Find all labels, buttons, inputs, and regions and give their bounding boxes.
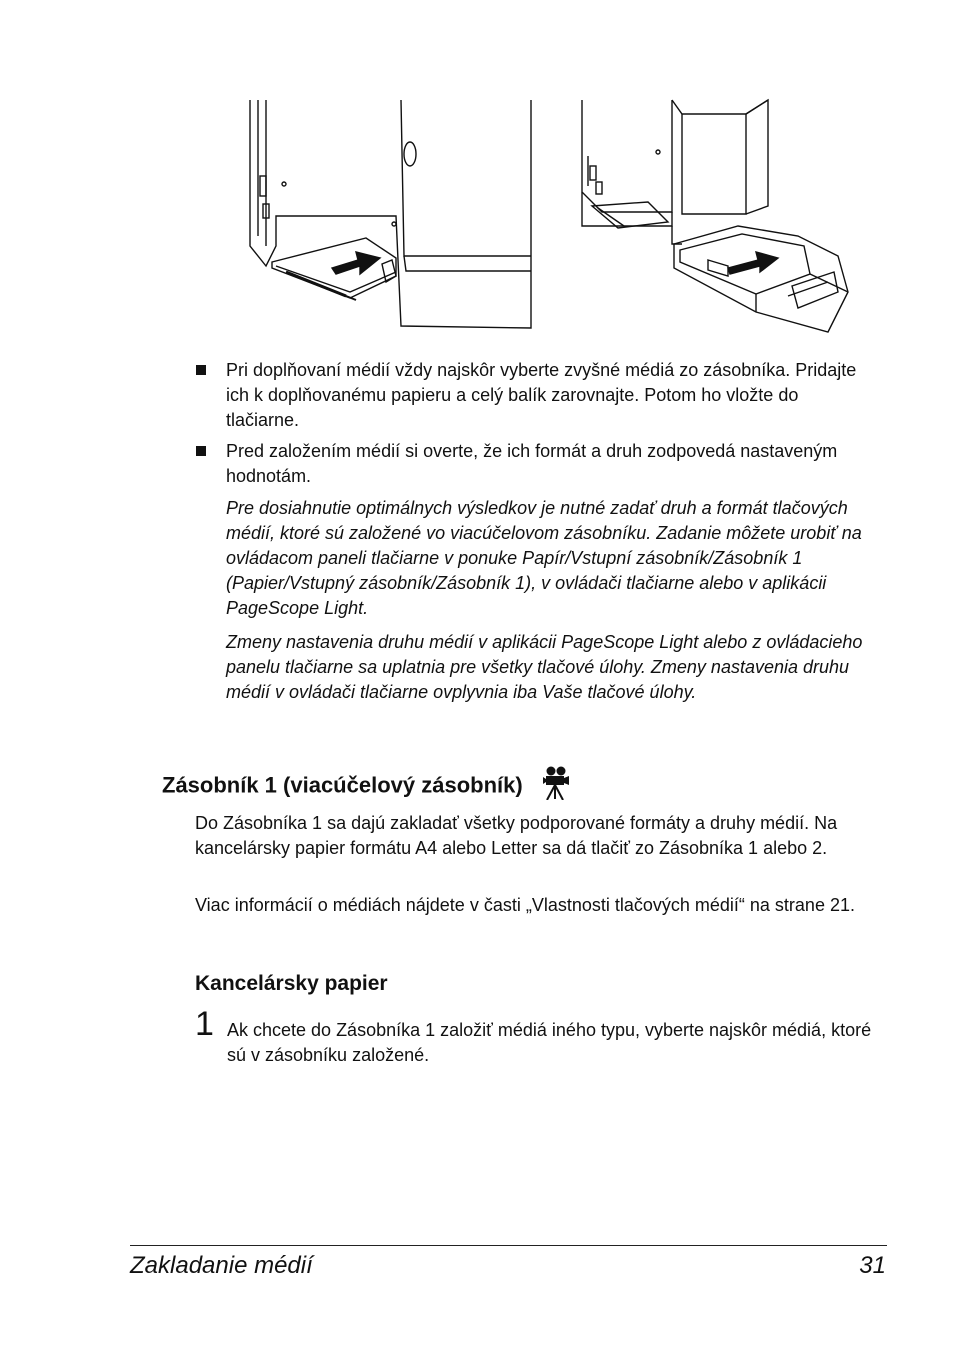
step-number: 1 bbox=[195, 1005, 214, 1043]
footer-divider bbox=[130, 1245, 887, 1246]
step-text: Ak chcete do Zásobníka 1 založiť médiá iného typu, vyberte najskôr médiá, ktoré sú v zásobníku založené. bbox=[227, 1020, 872, 1065]
video-camera-icon bbox=[543, 766, 569, 807]
bullet-square-icon bbox=[196, 365, 206, 375]
section-title: Zásobník 1 (viacúčelový zásobník) bbox=[162, 772, 523, 798]
bullet-square-icon bbox=[196, 446, 206, 456]
bullet-text: Pred založením médií si overte, že ich formát a druh zodpovedá nastaveným hodnotám. bbox=[226, 441, 838, 486]
body-paragraph: Do Zásobníka 1 sa dajú zakladať všetky podporované formáty a druhy médií. Na kancelársky papier formátu A4 alebo Letter sa dá tlačiť zo Zásobníka 1 alebo 2. bbox=[195, 813, 838, 858]
body-paragraph: Viac informácií o médiách nájdete v časti „Vlastnosti tlačových médií“ na strane 21. bbox=[195, 895, 855, 915]
note-paragraph: Pre dosiahnutie optimálnych výsledkov je nutné zadať druh a formát tlačových médií, ktoré sú založené vo viacúčelovom zásobníku. Zadanie môžete urobiť na ovládacom paneli tlačiarne v ponuke Papír/Vstupní zásobník/Zásobník 1 (Papier/Vstupný zásobník/Zásobník 1), v ovládači tlačiarne alebo v aplikácii PageScope Light. bbox=[226, 498, 862, 618]
note-paragraph: Zmeny nastavenia druhu médií v aplikácii PageScope Light alebo z ovládacieho panelu tlačiarne sa uplatnia pre všetky tlačové úlohy. Zmeny nastavenia druhu médií v ovládači tlačiarne ovplyvnia iba Vaše tlačové úlohy. bbox=[226, 632, 863, 702]
footer-title: Zakladanie médií bbox=[130, 1252, 313, 1279]
section-heading bbox=[162, 766, 569, 807]
page-number: 31 bbox=[859, 1252, 886, 1279]
printer-drawer-insert-illustration bbox=[578, 96, 854, 338]
subsection-heading: Kancelársky papier bbox=[195, 972, 388, 995]
printer-tray-insert-illustration bbox=[246, 96, 534, 336]
bullet-text: Pri doplňovaní médií vždy najskôr vyberte zvyšné médiá zo zásobníka. Pridajte ich k doplňovanému papieru a celý balík zarovnajte. Potom ho vložte do tlačiarne. bbox=[226, 360, 857, 430]
